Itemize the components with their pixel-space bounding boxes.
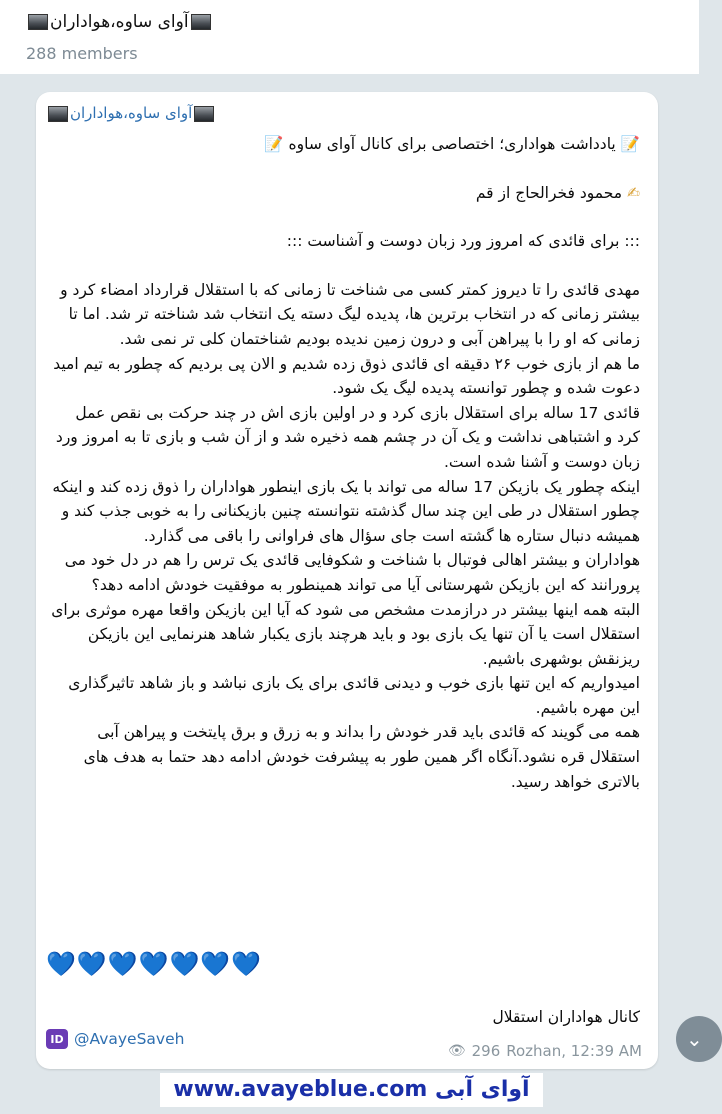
banner-url: www.avayeblue.com [173,1077,428,1102]
post-signature: Rozhan, 12:39 AM [506,1042,642,1060]
post-subtitle: ::: برای قائدی که امروز ورد زبان دوست و آشناست ::: [286,232,640,251]
forwarded-from[interactable] [46,104,216,122]
id-badge-icon: ID [46,1029,68,1049]
post-author-text: محمود فخرالحاج از قم [475,183,623,202]
paragraph: مهدی قائدی را تا دیروز کمتر کسی می شناخت تا زمانی که با استقلال قرارداد امضاء کرد و بیشتر زمانی که در انتخاب برترین ها، پدیده لیگ دسته یک انتخاب شد شناخته تر شد. اما تا زمانی که او را با پیراهن آبی و درون زمین ندیده بودیم شناختمان کلی تر نمی شد. [60,280,640,348]
paragraph: همه می گویند که قائدی باید قدر خودش را بداند و به زرق و برق پایتخت و پیراهن آبی استقلال قره نشود.آنگاه اگر همین طور به پیشرفت خودش ادامه دهد حتما به هدف های بالاتری خواهد رسید. [83,723,640,791]
channel-handle[interactable]: @AvayeSaveh [74,1030,185,1048]
memo-icon: 📝 [620,135,640,153]
paragraph: اینکه چطور یک بازیکن 17 ساله می تواند با یک بازی اینطور هواداران را ذوق زده کند و اینکه چطور استقلال در طی این چند سال گذشته نتوانسته چنین بازیکنانی را به خوبی جذب کند و همیشه دنبال ستاره ها گشته است جای سؤال های فراوانی را باقی می گذارد. [52,477,640,545]
channel-thumb-icon [191,14,211,30]
post-heading [48,132,640,157]
footer-channel-name: کانال هواداران استقلال [492,1008,640,1026]
paragraph: هواداران و بیشتر اهالی فوتبال با شناخت و شکوفایی قائدی یک ترس را هم در دل خود می پرورانند که این بازیکن شهرستانی آیا می تواند همینطور به موفقیت خودش ادامه دهد؟ [64,551,640,594]
chevron-down-icon: ⌄ [686,1027,703,1051]
writing-hand-icon: ✍ [627,183,640,202]
watermark-banner [160,1073,543,1107]
paragraph: البته همه اینها بیشتر در درازمدت مشخص می شود که آیا این بازیکن واقعا مهره موثری برای استقلال است یا آن تنها یک بازی بود و باید هرچند بازی یکبار شاهد هنرنمایی این بازیکن ریزنقش بوشهری باشیم. [51,600,640,668]
paragraph: ما هم از بازی خوب ۲۶ دقیقه ای قائدی ذوق زده شدیم و الان پی بردیم که چطور به تیم امید دعوت شده و چطور توانسته پدیده لیگ یک شود. [53,354,640,398]
member-count: 288 members [26,44,138,63]
forwarded-source-name: آوای ساوه،هواداران [70,104,193,122]
post-heading-text: یادداشت هواداری؛ اختصاصی برای کانال آوای ساوه [288,135,616,153]
channel-title[interactable] [26,12,213,32]
eye-icon: 👁 [447,1043,466,1059]
paragraph: امیدواریم که این تنها بازی خوب و دیدنی قائدی برای یک بازی نباشد و باز شاهد تاثیرگذاری این مهره باشیم. [68,674,640,717]
banner-brand: آوای آبی [434,1077,530,1102]
channel-thumb-icon [28,14,48,30]
message-bubble[interactable] [36,92,658,1069]
source-thumb-icon [194,106,214,122]
paragraph: قائدی 17 ساله برای استقلال بازی کرد و در اولین بازی اش در چند حرکت بی نقص عمل کرد و اشتباهی نداشت و یک آن در چشم همه ذخیره شد و از آن شب و بازی تا به امروز ورد زبان دوست و آشنا شده است. [55,403,640,471]
channel-name: آوای ساوه،هواداران [50,12,189,32]
chat-header[interactable] [0,0,699,75]
channel-handle-link[interactable] [46,1029,184,1049]
post-author [48,181,640,206]
source-thumb-icon [48,106,68,122]
view-count: 296 [471,1042,501,1060]
message-meta [448,1042,642,1060]
blue-hearts: 💙💙💙💙💙💙💙 [46,950,263,978]
memo-icon: 📝 [264,135,284,153]
scroll-down-button[interactable] [676,1016,722,1062]
message-text [48,132,640,794]
